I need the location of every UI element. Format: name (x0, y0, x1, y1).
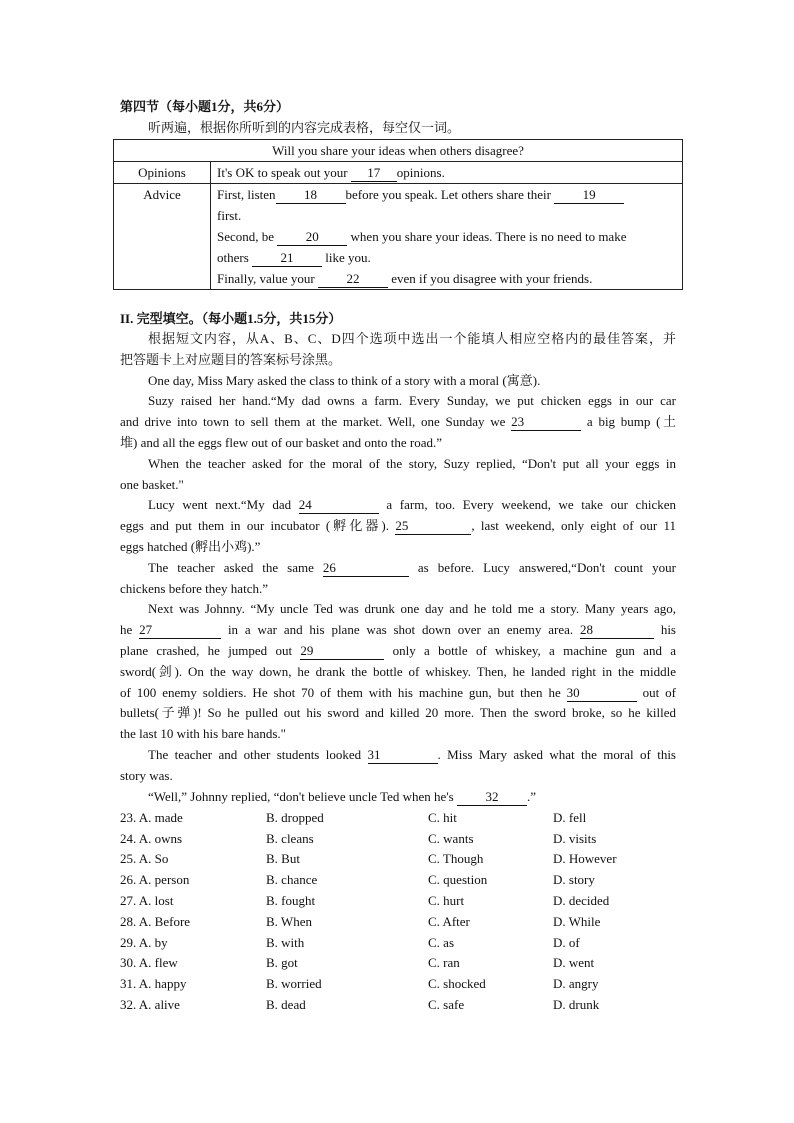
option-label[interactable]: D. decided (553, 893, 610, 908)
option-label[interactable]: 23. A. made (120, 810, 183, 825)
passage-p5-2: chickens before they hatch.” (120, 581, 268, 596)
option-label[interactable]: D. story (553, 872, 595, 887)
blank-28[interactable]: 28 (580, 622, 654, 639)
option-label[interactable]: D. drunk (553, 997, 600, 1012)
passage-p6-3: plane crashed, he jumped out 29 only a bottle of whiskey, a machine gun and a (120, 643, 676, 658)
option-row-32 (120, 995, 680, 1015)
section2-instruction-1: 根据短文内容，从A、B、C、D四个选项中选出一个能填人相应空格内的最佳答案，并 (148, 331, 676, 346)
passage-p5-1: The teacher asked the same 26 as before. Lucy answered,“Don't count your (148, 560, 676, 575)
passage-p6-7: the last 10 with his bare hands." (120, 726, 286, 741)
option-row-29 (120, 933, 680, 953)
passage-p2-2: and drive into town to sell them at the market. Well, one Sunday we 23 a big bump (土 (120, 414, 677, 429)
section4-title: 第四节（每小题1分，共6分） (120, 99, 290, 114)
option-label[interactable]: 29. A. by (120, 935, 168, 950)
blank-23[interactable]: 23 (511, 414, 581, 431)
option-row-27 (120, 891, 680, 911)
option-label[interactable]: D. fell (553, 810, 587, 825)
blank-18[interactable]: 18 (276, 187, 346, 204)
option-label[interactable]: B. fought (266, 893, 316, 908)
passage-p6-2: he 27 in a war and his plane was shot down over an enemy area. 28 his (120, 622, 676, 637)
passage-p4-3: eggs hatched (孵出小鸡).” (120, 539, 261, 554)
blank-26[interactable]: 26 (323, 560, 409, 577)
option-label[interactable]: C. shocked (428, 976, 486, 991)
section2-instruction-2: 把答题卡上对应题目的答案标号涂黑。 (120, 352, 342, 367)
blank-17[interactable]: 17 (351, 165, 397, 182)
option-label[interactable]: C. safe (428, 997, 465, 1012)
option-label[interactable]: C. Though (428, 851, 484, 866)
blank-25[interactable]: 25 (395, 518, 471, 535)
opinions-label: Opinions (114, 162, 211, 184)
table-heading: Will you share your ideas when others disagree? (114, 140, 683, 162)
option-label[interactable]: B. When (266, 914, 312, 929)
passage-p2-3: 堆) and all the eggs flew out of our basket and onto the road.” (120, 435, 443, 450)
option-label[interactable]: B. cleans (266, 831, 314, 846)
passage-p7-1: The teacher and other students looked 31 . Miss Mary asked what the moral of this (148, 747, 676, 762)
option-label[interactable]: C. wants (428, 831, 474, 846)
blank-29[interactable]: 29 (300, 643, 384, 660)
option-label[interactable]: D. However (553, 851, 617, 866)
option-label[interactable]: B. dead (266, 997, 306, 1012)
blank-31[interactable]: 31 (368, 747, 438, 764)
option-row-31 (120, 974, 680, 994)
option-label[interactable]: 26. A. person (120, 872, 190, 887)
blank-27[interactable]: 27 (139, 622, 221, 639)
passage-p8: “Well,” Johnny replied, “don't believe uncle Ted when he's 32 .” (148, 789, 537, 804)
option-label[interactable]: C. as (428, 935, 454, 950)
option-label[interactable]: D. While (553, 914, 601, 929)
passage-p6-1: Next was Johnny. “My uncle Ted was drunk one day and he told me a story. Many years ago, (148, 601, 676, 616)
option-label[interactable]: C. question (428, 872, 488, 887)
blank-24[interactable]: 24 (299, 497, 379, 514)
advice-line-1: First, listen 18 before you speak. Let others share their 19 (217, 184, 676, 205)
advice-line-1b: first. (217, 208, 242, 223)
blank-20[interactable]: 20 (277, 229, 347, 246)
passage-p6-5: of 100 enemy soldiers. He shot 70 of them with his machine gun, but then he 30 out of (120, 685, 676, 700)
option-label[interactable]: D. of (553, 935, 580, 950)
passage-p3-1: When the teacher asked for the moral of the story, Suzy replied, “Don't put all your eggs in (148, 456, 676, 471)
passage-p6-4: sword(剑). On the way down, he drank the bottle of whiskey. Then, he landed right in the middle (120, 664, 676, 679)
advice-cell (211, 184, 683, 290)
option-label[interactable]: B. got (266, 955, 298, 970)
option-label[interactable]: 27. A. lost (120, 893, 174, 908)
blank-19[interactable]: 19 (554, 187, 624, 204)
listening-table (113, 139, 683, 290)
passage-p2-1: Suzy raised her hand.“My dad owns a farm. Every Sunday, we put chicken eggs in our car (148, 393, 676, 408)
blank-30[interactable]: 30 (567, 685, 637, 702)
passage-p1: One day, Miss Mary asked the class to think of a story with a moral (寓意). (148, 373, 541, 388)
blank-32[interactable]: 32 (457, 789, 527, 806)
passage-p4-1: Lucy went next.“My dad 24 a farm, too. Every weekend, we take our chicken (148, 497, 676, 512)
option-row-23 (120, 808, 680, 828)
passage-p3-2: one basket." (120, 477, 184, 492)
blank-22[interactable]: 22 (318, 271, 388, 288)
option-row-26 (120, 870, 680, 890)
option-label[interactable]: 31. A. happy (120, 976, 187, 991)
advice-label: Advice (114, 184, 211, 290)
option-label[interactable]: 30. A. flew (120, 955, 178, 970)
section4-instruction: 听两遍，根据你所听到的内容完成表格，每空仅一词。 (148, 120, 461, 135)
option-label[interactable]: C. hurt (428, 893, 465, 908)
option-label[interactable]: C. ran (428, 955, 460, 970)
option-label[interactable]: B. with (266, 935, 305, 950)
option-label[interactable]: B. worried (266, 976, 322, 991)
option-label[interactable]: 24. A. owns (120, 831, 183, 846)
advice-line-2: Second, be 20 when you share your ideas. There is no need to make (217, 229, 627, 244)
option-label[interactable]: C. hit (428, 810, 457, 825)
option-label[interactable]: B. chance (266, 872, 318, 887)
option-label[interactable]: 32. A. alive (120, 997, 180, 1012)
option-label[interactable]: D. angry (553, 976, 599, 991)
blank-21[interactable]: 21 (252, 250, 322, 267)
passage-p6-6: bullets(子弹)! So he pulled out his sword and killed 20 more. Then the sword broke, so he killed (120, 705, 676, 720)
passage-p7-2: story was. (120, 768, 173, 783)
option-label[interactable]: B. But (266, 851, 300, 866)
section2-title: II. 完型填空。（每小题1.5分，共15分） (120, 311, 342, 326)
option-row-24 (120, 829, 680, 849)
option-label[interactable]: D. went (553, 955, 595, 970)
option-label[interactable]: 28. A. Before (120, 914, 191, 929)
advice-line-2b: others 21 like you. (217, 250, 371, 265)
option-label[interactable]: C. After (428, 914, 470, 929)
opinions-cell: It's OK to speak out your 17 opinions. (211, 162, 683, 184)
passage-p4-2: eggs and put them in our incubator (孵化器). 25 , last weekend, only eight of our 11 (120, 518, 676, 533)
option-row-25 (120, 849, 680, 869)
option-row-28 (120, 912, 680, 932)
option-row-30 (120, 953, 680, 973)
option-label[interactable]: D. visits (553, 831, 597, 846)
option-label[interactable]: B. dropped (266, 810, 324, 825)
advice-line-3: Finally, value your 22 even if you disagree with your friends. (217, 271, 593, 286)
option-label[interactable]: 25. A. So (120, 851, 169, 866)
